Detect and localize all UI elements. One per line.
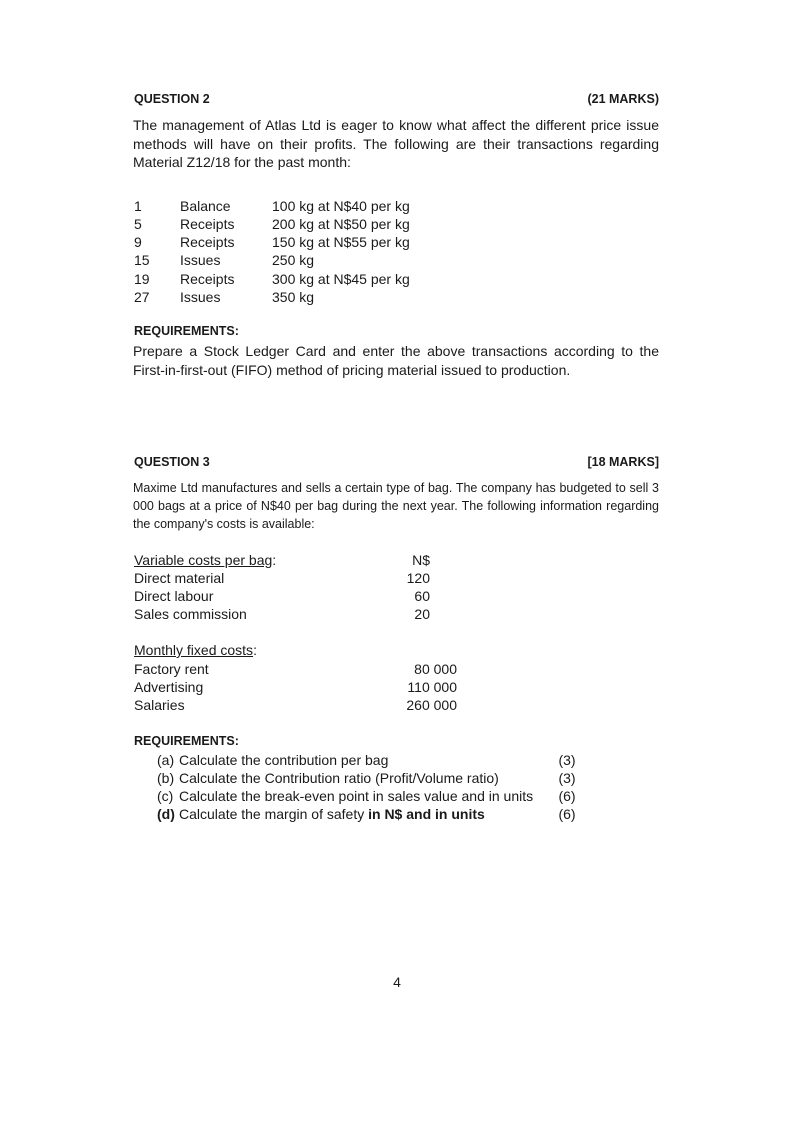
txn-detail: 300 kg at N$45 per kg xyxy=(272,271,410,287)
requirement-text: Calculate the Contribution ratio (Profit/Volume ratio) xyxy=(179,770,499,786)
txn-detail: 100 kg at N$40 per kg xyxy=(272,198,410,214)
requirement-letter: (b) xyxy=(157,770,175,786)
txn-day: 1 xyxy=(134,198,142,214)
requirement-text: Calculate the contribution per bag xyxy=(179,752,389,768)
fixed-costs-heading: Monthly fixed costs: xyxy=(134,642,257,658)
q2-requirements-text: Prepare a Stock Ledger Card and enter the above transactions according to the First-in-first-out (FIFO) method of pricing material issued to production. xyxy=(133,343,659,378)
txn-detail: 250 kg xyxy=(272,252,315,268)
requirement-letter: (d) xyxy=(157,806,175,822)
page-number: 4 xyxy=(393,974,401,990)
currency-header: N$ xyxy=(412,552,430,568)
requirement-marks: (6) xyxy=(558,806,576,822)
txn-day: 15 xyxy=(134,252,150,268)
cost-value: 260 000 xyxy=(406,697,457,713)
txn-day: 27 xyxy=(134,289,150,305)
requirement-marks: (6) xyxy=(558,788,576,804)
q2-intro: The management of Atlas Ltd is eager to know what affect the different price issue methods will have on their profits. The following are their transactions regarding Material Z12/18 for the past month: xyxy=(133,117,659,170)
requirement-letter: (a) xyxy=(157,752,175,768)
q2-marks: (21 MARKS) xyxy=(587,92,659,106)
requirement-bold-text: in N$ and in units xyxy=(368,806,485,822)
txn-day: 5 xyxy=(134,216,142,232)
txn-type: Receipts xyxy=(180,216,235,232)
q2-requirements-heading: REQUIREMENTS: xyxy=(134,324,239,338)
variable-costs-heading: Variable costs per bag: xyxy=(134,552,277,568)
txn-type: Receipts xyxy=(180,271,235,287)
requirement-letter: (c) xyxy=(157,788,174,804)
q2-title: QUESTION 2 xyxy=(134,92,210,106)
cost-label: Salaries xyxy=(134,697,185,713)
q3-intro: Maxime Ltd manufactures and sells a certain type of bag. The company has budgeted to sell 3 000 bags at a price of N$40 per bag during the next year. The following information regarding the company's costs is available: xyxy=(133,481,659,531)
cost-label: Factory rent xyxy=(134,661,209,677)
requirement-text: Calculate the margin of safety in N$ and in units xyxy=(179,806,485,822)
txn-detail: 350 kg xyxy=(272,289,315,305)
txn-type: Receipts xyxy=(180,234,235,250)
txn-detail: 200 kg at N$50 per kg xyxy=(272,216,410,232)
requirement-text: Calculate the break-even point in sales value and in units xyxy=(179,788,534,804)
txn-day: 19 xyxy=(134,271,150,287)
cost-value: 80 000 xyxy=(414,661,457,677)
requirement-marks: (3) xyxy=(558,770,576,786)
cost-label: Advertising xyxy=(134,679,204,695)
q3-requirements-heading: REQUIREMENTS: xyxy=(134,734,239,748)
cost-label: Direct material xyxy=(134,570,225,586)
txn-day: 9 xyxy=(134,234,142,250)
cost-value: 120 xyxy=(406,570,430,586)
txn-type: Issues xyxy=(180,252,221,268)
cost-label: Direct labour xyxy=(134,588,214,604)
q3-marks: [18 MARKS] xyxy=(587,455,659,469)
txn-type: Issues xyxy=(180,289,221,305)
cost-value: 20 xyxy=(414,606,430,622)
txn-type: Balance xyxy=(180,198,231,214)
q3-title: QUESTION 3 xyxy=(134,455,210,469)
txn-detail: 150 kg at N$55 per kg xyxy=(272,234,410,250)
requirement-marks: (3) xyxy=(558,752,576,768)
cost-value: 110 000 xyxy=(407,679,457,695)
cost-label: Sales commission xyxy=(134,606,247,622)
cost-value: 60 xyxy=(414,588,430,604)
